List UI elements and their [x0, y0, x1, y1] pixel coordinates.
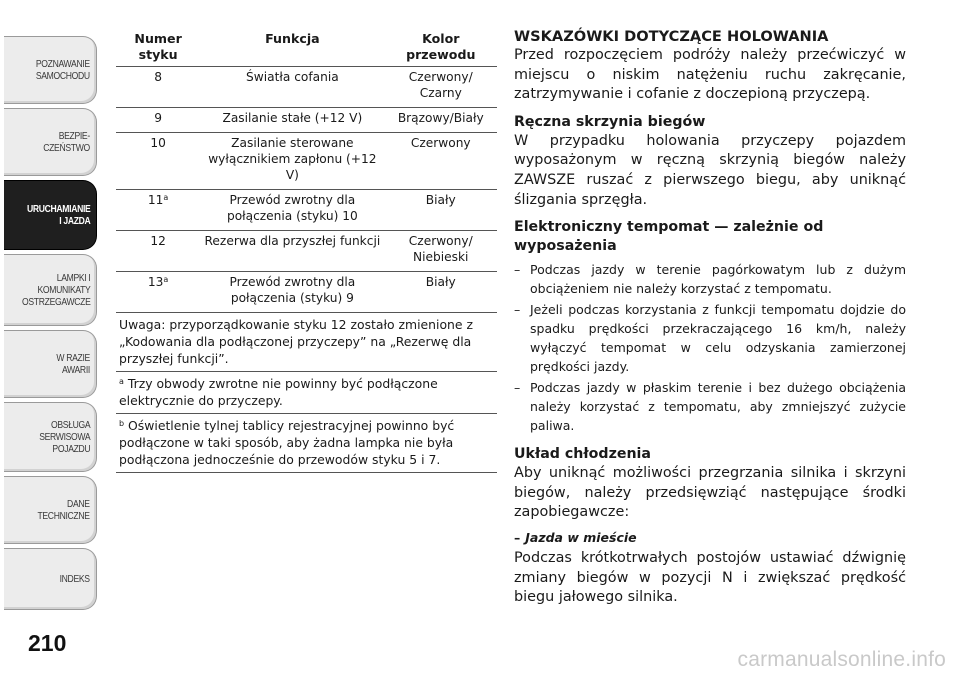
tab-label: URUCHAMIANIE I JAZDA: [26, 203, 90, 227]
towing-tips-column: [514, 27, 906, 608]
function-cell: Zasilanie sterowane wyłącznikiem zapłonu (+12 V): [200, 133, 384, 190]
function-cell: Zasilanie stałe (+12 V): [200, 108, 384, 133]
section-heading-towing: WSKAZÓWKI DOTYCZĄCE HOLOWANIA: [514, 28, 829, 45]
section-heading-manual-gearbox: Ręczna skrzynia biegów: [514, 113, 706, 130]
function-cell: Przewód zwrotny dla połączenia (styku) 9: [200, 272, 384, 313]
list-item: – Jeżeli podczas korzystania z funkcji tempomatu dojdzie do spadku prędkości przekraczającego 16 km/h, należy wyłączyć tempomat w celu odzyskania zamierzonej prędkości jazdy.: [514, 302, 906, 375]
wire-color-cell: Biały: [385, 190, 498, 231]
tab-label: POZNAWANIE SAMOCHODU: [36, 58, 90, 82]
tab-poznawanie-samochodu[interactable]: [4, 36, 97, 104]
table-note-row: [116, 313, 497, 372]
function-cell: Rezerwa dla przyszłej funkcji: [200, 231, 384, 272]
wire-color-cell: Brązowy/Biały: [385, 108, 498, 133]
city-driving-paragraph: Podczas krótkotrwałych postojów ustawiać dźwignię zmiany biegów w pozycji N i zwiększać prędkość biegu jałowego silnika.: [514, 549, 906, 606]
tab-uruchamianie-i-jazda[interactable]: [4, 180, 97, 250]
watermark: carmanualsonline.info: [737, 648, 946, 671]
tab-label: LAMPKI I KOMUNIKATY OSTRZEGAWCZE: [21, 272, 90, 308]
list-item: – Podczas jazdy w terenie pagórkowatym lub z dużym obciążeniem nie należy korzystać z tempomatu.: [514, 262, 906, 297]
section-heading-cooling: Układ chłodzenia: [514, 446, 651, 463]
function-cell: Światła cofania: [200, 67, 384, 108]
city-driving-item: – Jazda w mieście: [514, 529, 637, 545]
manual-gearbox-paragraph: W przypadku holowania przyczepy pojazdem wyposażonym w ręczną skrzynią biegów należy ZAWSZE ruszać z pierwszego biegu, aby uniknąć ślizgania sprzęgła.: [514, 132, 906, 208]
wire-color-cell: Biały: [385, 272, 498, 313]
connector-pin-table: [116, 29, 497, 473]
table-note-row: [116, 414, 497, 473]
cruise-control-list: [514, 260, 906, 435]
tab-label: DANE TECHNICZNE: [37, 498, 90, 522]
tab-label: BEZPIE- CZEŃSTWO: [43, 130, 90, 154]
tab-dane-techniczne[interactable]: [4, 476, 97, 544]
pin-number-cell: 9: [116, 108, 200, 133]
column-header: Numer styku: [116, 29, 200, 67]
pin-number-cell: 10: [116, 133, 200, 190]
cooling-paragraph: Aby uniknąć możliwości przegrzania silnika i skrzyni biegów, należy przedsięwziąć następujące środki zapobiegawcze:: [514, 465, 906, 521]
tab-label: OBSŁUGA SERWISOWA POJAZDU: [38, 419, 90, 455]
footnote-text: Trzy obwody zwrotne nie powinny być podłączone elektrycznie do przyczepy.: [119, 376, 438, 408]
wire-color-cell: Czerwony/ Czarny: [385, 67, 498, 108]
table-header-row: [116, 29, 497, 67]
chapter-tabs: [0, 0, 100, 678]
page-number: 210: [28, 630, 67, 656]
tab-indeks[interactable]: [4, 548, 97, 610]
tab-lampki-i-komunikaty[interactable]: [4, 254, 97, 326]
wire-color-cell: Czerwony: [385, 133, 498, 190]
tab-obsluga-serwisowa[interactable]: [4, 402, 97, 472]
towing-paragraph: Przed rozpoczęciem podróży należy przećwiczyć w miejscu o niskim natężeniu ruchu zakręcanie, zatrzymywanie i cofanie z doczepioną przyczepą.: [514, 47, 906, 103]
table-row: [116, 108, 497, 133]
function-cell: Przewód zwrotny dla połączenia (styku) 10: [200, 190, 384, 231]
pin-number-cell: 13$^a$: [116, 272, 200, 313]
pin-number-cell: 12: [116, 231, 200, 272]
footnote-a: [116, 372, 497, 414]
pin-number-cell: 8: [116, 67, 200, 108]
table-note-row: [116, 372, 497, 414]
column-header: Kolor przewodu: [385, 29, 498, 67]
pin-number-cell: 11$^a$: [116, 190, 200, 231]
footnote-marker: a: [163, 275, 169, 284]
footnote-b: [116, 414, 497, 473]
column-header: Funkcja: [200, 29, 384, 67]
tab-label: INDEKS: [59, 573, 90, 585]
tab-label: W RAZIE AWARII: [56, 352, 90, 376]
tab-bezpieczenstwo[interactable]: [4, 108, 97, 176]
note-text: Uwaga: przyporządkowanie styku 12 zostało zmienione z „Kodowania dla podłączonej przyczepy” na „Rezerwę dla przyszłej funkcji”.: [116, 313, 497, 372]
footnote-marker: a: [119, 377, 124, 386]
table-row: [116, 231, 497, 272]
footnote-text: Oświetlenie tylnej tablicy rejestracyjnej powinno być podłączone w taki sposób, aby żadna lampka nie była podłączona jednocześnie do przewodów styku 5 i 7.: [119, 418, 455, 467]
table-row: [116, 272, 497, 313]
section-heading-cruise-control: Elektroniczny tempomat — zależnie od wyposażenia: [514, 219, 824, 255]
tab-w-razie-awarii[interactable]: [4, 330, 97, 398]
footnote-marker: a: [163, 193, 169, 202]
list-item: – Podczas jazdy w płaskim terenie i bez dużego obciążenia należy korzystać z tempomatu, aby zmniejszyć zużycie paliwa.: [514, 380, 906, 434]
footnote-marker: b: [119, 419, 125, 428]
table-row: [116, 133, 497, 190]
table-row: [116, 190, 497, 231]
wire-color-cell: Czerwony/ Niebieski: [385, 231, 498, 272]
table-row: [116, 67, 497, 108]
